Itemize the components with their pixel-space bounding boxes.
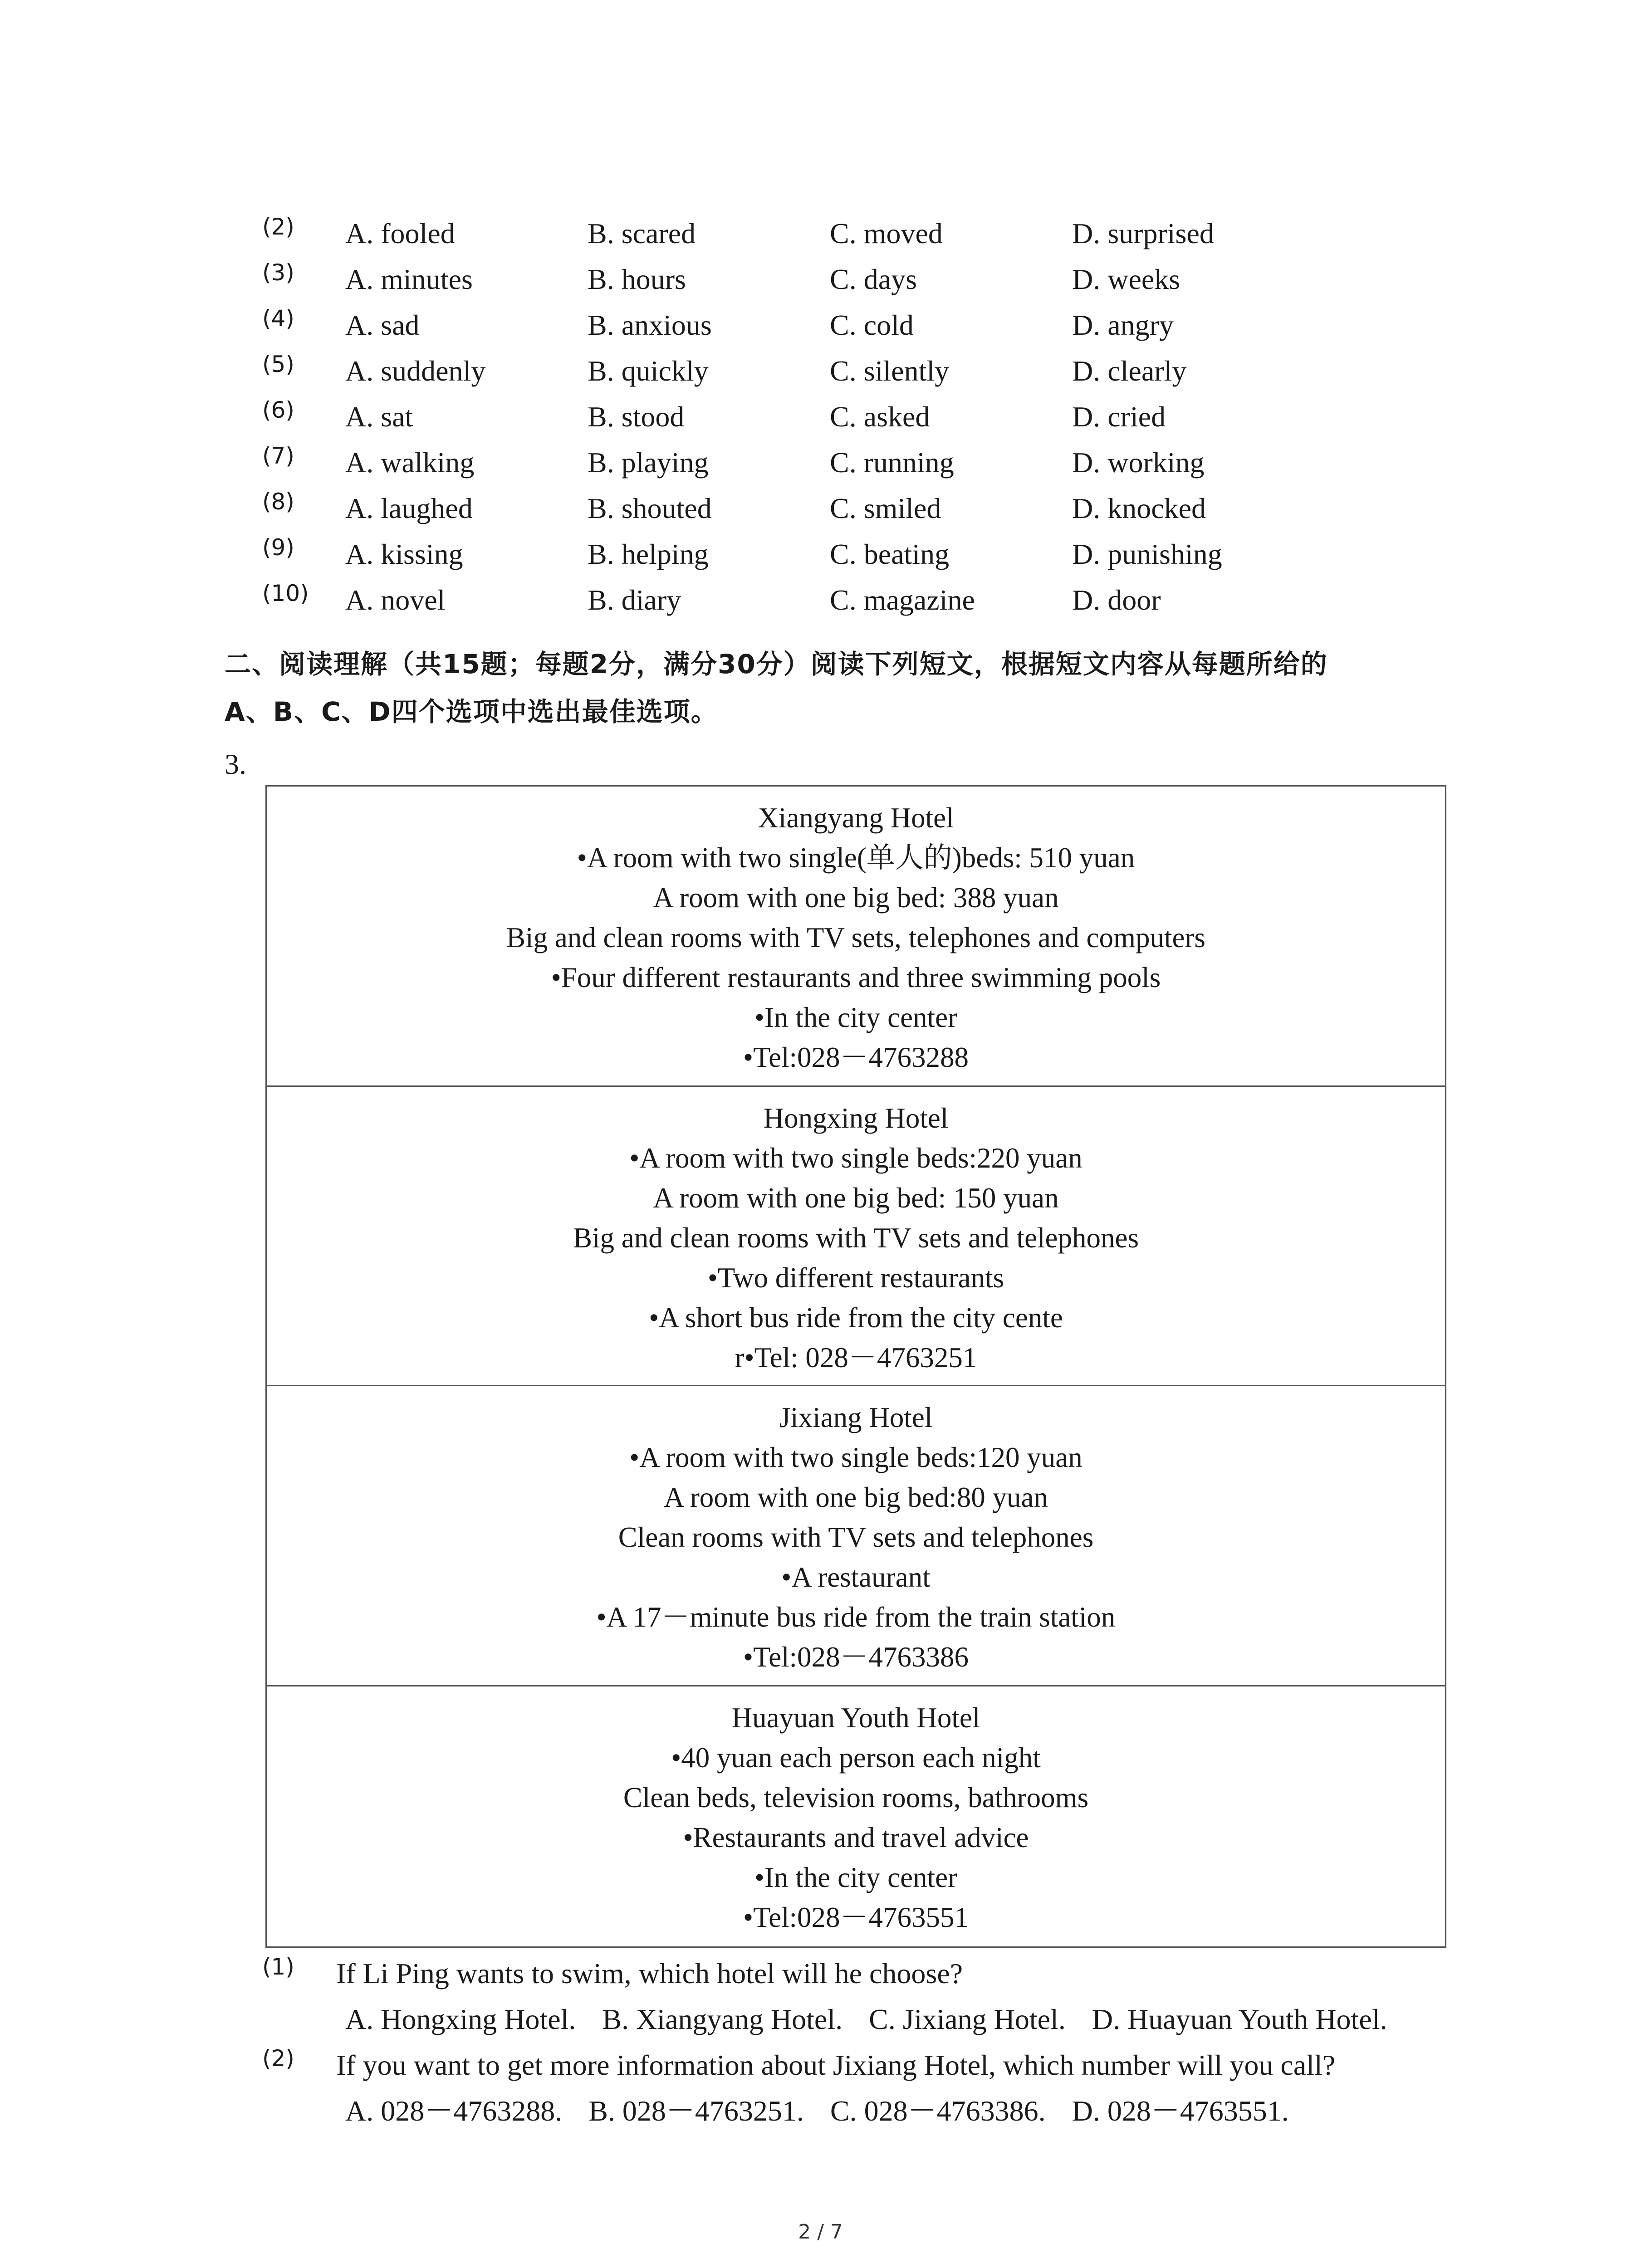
option-b: B. diary bbox=[588, 584, 681, 616]
option-c: C. magazine bbox=[830, 584, 975, 616]
option-a: A. walking bbox=[345, 446, 475, 479]
option-row bbox=[262, 531, 1351, 577]
option-a: A. fooled bbox=[345, 217, 455, 249]
option-a: A. kissing bbox=[345, 538, 463, 570]
option-c: C. smiled bbox=[830, 492, 941, 524]
option-b: B. hours bbox=[588, 263, 686, 295]
hotel-name: Jixiang Hotel bbox=[779, 1402, 933, 1433]
hotel-info-line: •A room with two single(单人的)beds: 510 yuan bbox=[577, 842, 1135, 874]
option-row-number: (4) bbox=[262, 305, 294, 332]
question-choices bbox=[345, 2088, 1570, 2134]
option-b: B. quickly bbox=[588, 355, 709, 387]
choice-c: C. Jixiang Hotel. bbox=[869, 2003, 1066, 2035]
option-row bbox=[262, 394, 1351, 440]
hotel-info-line: •A restaurant bbox=[781, 1561, 931, 1593]
option-b: B. helping bbox=[588, 538, 709, 570]
choice-a: A. 028－4763288. bbox=[345, 2095, 563, 2127]
hotel-phone: r•Tel: 028－4763251 bbox=[735, 1342, 977, 1374]
question-choices bbox=[345, 1996, 1570, 2042]
option-d: D. clearly bbox=[1072, 355, 1187, 387]
option-b: B. stood bbox=[588, 401, 685, 433]
option-row-number: (3) bbox=[262, 259, 294, 286]
hotel-info-line: Big and clean rooms with TV sets, telephones and computers bbox=[506, 922, 1205, 953]
option-d: D. knocked bbox=[1072, 492, 1206, 524]
hotel-info-line: •A 17－minute bus ride from the train station bbox=[596, 1601, 1116, 1633]
option-row-number: (5) bbox=[262, 351, 294, 377]
option-row bbox=[262, 348, 1351, 394]
hotel-info-line: A room with one big bed:80 yuan bbox=[664, 1481, 1048, 1513]
option-row bbox=[262, 302, 1351, 348]
question-item-number: (2) bbox=[262, 2045, 294, 2072]
question-item bbox=[262, 2042, 1487, 2134]
hotel-cell-jixiang bbox=[267, 1386, 1445, 1686]
question-number: 3. bbox=[225, 748, 246, 780]
choice-d: D. Huayuan Youth Hotel. bbox=[1092, 2003, 1387, 2035]
option-d: D. punishing bbox=[1072, 538, 1222, 570]
option-d: D. angry bbox=[1072, 309, 1174, 341]
hotel-info-line: A room with one big bed: 388 yuan bbox=[653, 882, 1059, 914]
option-row-number: (2) bbox=[262, 214, 294, 240]
hotel-info-line: •Two different restaurants bbox=[707, 1262, 1004, 1294]
choice-d: D. 028－4763551. bbox=[1072, 2095, 1289, 2127]
hotel-phone: •Tel:028－4763288 bbox=[743, 1041, 969, 1073]
hotel-cell-hongxing bbox=[267, 1087, 1445, 1386]
option-c: C. running bbox=[830, 446, 954, 479]
choice-b: B. 028－4763251. bbox=[588, 2095, 804, 2127]
hotel-info-line: Clean beds, television rooms, bathrooms bbox=[623, 1782, 1089, 1813]
hotel-info-line: Clean rooms with TV sets and telephones bbox=[618, 1521, 1094, 1553]
hotel-info-line: Big and clean rooms with TV sets and telephones bbox=[573, 1222, 1139, 1254]
choice-b: B. Xiangyang Hotel. bbox=[602, 2003, 843, 2035]
hotel-info-line: •In the city center bbox=[754, 1862, 958, 1893]
option-row bbox=[262, 577, 1351, 623]
option-a: A. laughed bbox=[345, 492, 473, 524]
option-a: A. sat bbox=[345, 401, 413, 433]
option-b: B. scared bbox=[588, 217, 696, 249]
choice-a: A. Hongxing Hotel. bbox=[345, 2003, 576, 2035]
option-c: C. days bbox=[830, 263, 917, 295]
option-b: B. playing bbox=[588, 446, 709, 479]
hotel-info-line: •A room with two single beds:220 yuan bbox=[629, 1142, 1083, 1174]
hotel-info-line: •A room with two single beds:120 yuan bbox=[629, 1442, 1083, 1473]
cloze-options-list bbox=[262, 210, 1351, 623]
option-b: B. shouted bbox=[588, 492, 712, 524]
hotel-info-line: •Restaurants and travel advice bbox=[683, 1822, 1029, 1853]
option-d: D. working bbox=[1072, 446, 1205, 479]
hotel-cell-huayuan bbox=[267, 1686, 1445, 1946]
option-row bbox=[262, 440, 1351, 485]
questions-list bbox=[262, 1950, 1487, 2134]
option-d: D. weeks bbox=[1072, 263, 1181, 295]
hotel-info-line: •Four different restaurants and three swimming pools bbox=[551, 962, 1161, 993]
choice-c: C. 028－4763386. bbox=[830, 2095, 1046, 2127]
question-stem: If you want to get more information about Jixiang Hotel, which number will you call? bbox=[336, 2049, 1336, 2081]
option-row-number: (9) bbox=[262, 534, 294, 561]
option-b: B. anxious bbox=[588, 309, 712, 341]
option-a: A. novel bbox=[345, 584, 446, 616]
option-row-number: (6) bbox=[262, 397, 294, 423]
option-row-number: (10) bbox=[262, 580, 309, 606]
option-row bbox=[262, 485, 1351, 531]
hotel-info-line: •A short bus ride from the city cente bbox=[649, 1302, 1063, 1334]
page-number: 2 / 7 bbox=[798, 2220, 843, 2244]
hotel-name: Hongxing Hotel bbox=[763, 1102, 949, 1134]
hotel-name: Xiangyang Hotel bbox=[758, 802, 954, 834]
hotel-table bbox=[265, 785, 1446, 1948]
option-row-number: (7) bbox=[262, 443, 294, 469]
option-c: C. cold bbox=[830, 309, 914, 341]
question-stem: If Li Ping wants to swim, which hotel will he choose? bbox=[336, 1957, 963, 1989]
hotel-name: Huayuan Youth Hotel bbox=[731, 1702, 980, 1734]
option-c: C. moved bbox=[830, 217, 943, 249]
option-d: D. door bbox=[1072, 584, 1161, 616]
hotel-phone: •Tel:028－4763386 bbox=[743, 1641, 969, 1673]
option-a: A. minutes bbox=[345, 263, 473, 295]
option-row-number: (8) bbox=[262, 489, 294, 515]
section-heading-line-1: 二、阅读理解（共15题；每题2分，满分30分）阅读下列短文，根据短文内容从每题所给的 bbox=[225, 649, 1328, 679]
option-row bbox=[262, 210, 1351, 256]
hotel-phone: •Tel:028－4763551 bbox=[743, 1901, 969, 1933]
hotel-info-line: •40 yuan each person each night bbox=[671, 1742, 1041, 1774]
option-a: A. suddenly bbox=[345, 355, 486, 387]
option-c: C. silently bbox=[830, 355, 950, 387]
hotel-cell-xiangyang bbox=[267, 787, 1445, 1087]
question-item bbox=[262, 1950, 1487, 2042]
option-d: D. surprised bbox=[1072, 217, 1214, 249]
section-heading-line-2: A、B、C、D四个选项中选出最佳选项。 bbox=[225, 696, 718, 727]
option-c: C. beating bbox=[830, 538, 950, 570]
option-c: C. asked bbox=[830, 401, 930, 433]
option-row bbox=[262, 256, 1351, 302]
section-heading bbox=[225, 640, 1450, 736]
hotel-info-line: •In the city center bbox=[754, 1002, 958, 1033]
question-item-number: (1) bbox=[262, 1954, 294, 1980]
option-a: A. sad bbox=[345, 309, 420, 341]
hotel-info-line: A room with one big bed: 150 yuan bbox=[653, 1182, 1059, 1214]
option-d: D. cried bbox=[1072, 401, 1166, 433]
